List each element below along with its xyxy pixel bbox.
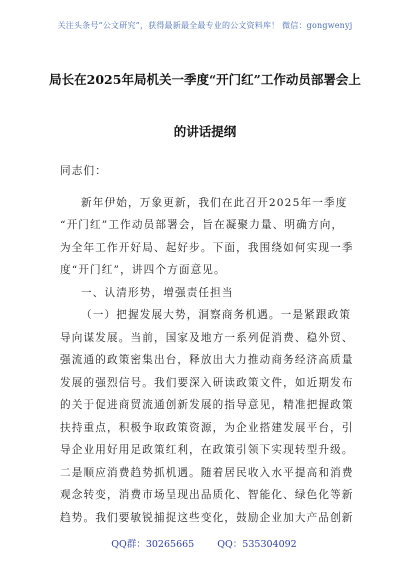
- body-line: 扶持重点，积极争取政策资源，为企业搭建发展平台，引: [60, 421, 354, 434]
- body-line: 强流通的政策密集出台，释放出大力推动商务经济高质量: [60, 354, 354, 366]
- body-line: （一）把握发展大势，洞察商务机遇。一是紧跟政策: [81, 309, 352, 321]
- footer: [0, 536, 408, 550]
- body-line: 为全年工作开好局、起好步。下面，我围绕如何实现一季: [60, 241, 354, 254]
- footer-qq-group: QQ群：30265665: [111, 539, 195, 550]
- document-title-line-1: 局长在2025年局机关一季度“开门红”工作动员部署会上: [49, 72, 361, 87]
- body-line: 观念转变，消费市场呈现出品质化、智能化、绿色化等新: [60, 489, 354, 501]
- body-line: 的关于促进商贸流通创新发展的指导意见，精准把握政策: [60, 399, 354, 411]
- body-line: 二是顺应消费趋势抓机遇。随着居民收入水平提高和消费: [60, 466, 354, 479]
- document-body: [60, 160, 352, 529]
- footer-qq: QQ：535304092: [217, 539, 297, 550]
- body-line: 导向谋发展。当前，国家及地方一系列促消费、稳外贸、: [60, 331, 354, 344]
- body-line: 度“开门红”，讲四个方面意见。: [60, 264, 226, 276]
- salutation: 同志们：: [60, 165, 107, 177]
- body-line: “开门红”工作动员部署会，旨在凝聚力量、明确方向，: [60, 219, 344, 231]
- document-title-line-2: 的讲话提纲: [173, 124, 237, 139]
- body-line: 导企业用好用足政策红利，在政策引领下实现转型升级。: [60, 444, 354, 456]
- body-line: 趋势。我们要敏锐捕捉这些变化，鼓励企业加大产品创新: [60, 511, 354, 524]
- body-line: 发展的强烈信号。我们要深入研读政策文件，如近期发布: [60, 376, 354, 389]
- section-heading: 一、认清形势，增强责任担当: [81, 286, 234, 299]
- header-banner: 关注头条号“公文研究”，获得最新最全最专业的公文资料库！ 微信：gongwenyj: [57, 21, 353, 30]
- body-line: 新年伊始，万象更新，我们在此召开2025年一季度: [81, 196, 348, 209]
